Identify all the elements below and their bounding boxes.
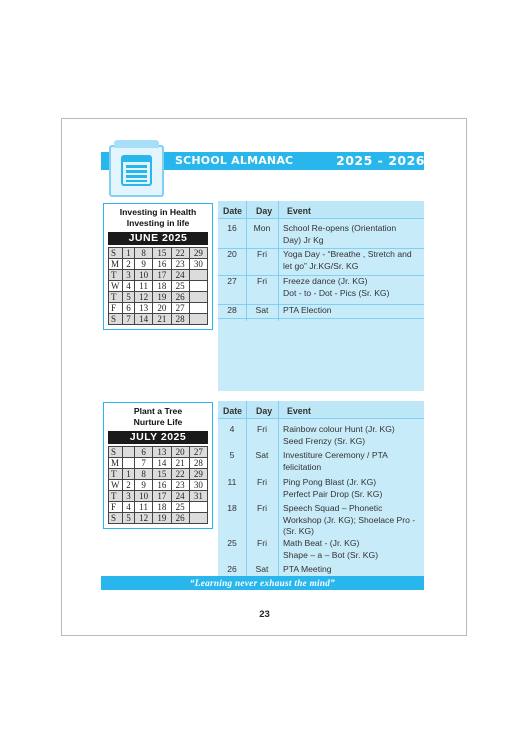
date-cell: 23 (171, 480, 189, 491)
date-cell: 24 (171, 270, 189, 281)
event-line: PTA Election (283, 305, 332, 315)
event-row (218, 249, 424, 276)
date-cell: 8 (135, 469, 153, 480)
date-cell: 29 (189, 469, 207, 480)
event-day: Fri (256, 503, 268, 513)
event-line: Seed Frenzy (Sr. KG) (283, 435, 366, 446)
event-day: Fri (256, 424, 268, 434)
date-cell: 25 (171, 502, 189, 513)
july-calendar-box (103, 402, 213, 529)
weekday-cell: T (109, 469, 123, 480)
june-calendar-grid (108, 247, 208, 325)
page-number: 23 (259, 609, 270, 620)
event-line: Day) Jr Kg (283, 234, 324, 245)
calendar-week-row (109, 502, 208, 513)
event-day: Fri (256, 538, 268, 548)
date-cell: 21 (171, 458, 189, 469)
event-row (218, 305, 424, 319)
date-cell: 31 (189, 491, 207, 502)
date-cell (189, 513, 207, 524)
icon-tab (114, 140, 159, 148)
date-cell (123, 458, 135, 469)
date-cell: 20 (171, 447, 189, 458)
event-date: 4 (229, 424, 235, 434)
event-line: Dot - to - Dot - Pics (Sr. KG) (283, 287, 390, 298)
date-cell: 15 (153, 469, 171, 480)
event-day: Fri (256, 249, 268, 259)
july-motto-line2: Nurture Life (133, 417, 183, 427)
date-cell: 13 (135, 303, 153, 314)
date-cell: 21 (153, 314, 171, 325)
event-line: felicitation (283, 461, 322, 472)
event-line: (Sr. KG) (283, 526, 315, 536)
day-header: Day (256, 206, 273, 216)
event-day: Sat (255, 450, 269, 460)
date-cell: 28 (171, 314, 189, 325)
weekday-cell: T (109, 270, 123, 281)
june-events-panel (218, 201, 424, 391)
june-motto-line1: Investing in Health (119, 207, 197, 217)
july-calendar-grid (108, 446, 208, 524)
event-date: 28 (227, 305, 237, 315)
june-motto-line2: Investing in life (126, 218, 190, 228)
calendar-week-row (109, 248, 208, 259)
event-row (218, 538, 424, 564)
date-cell: 15 (153, 248, 171, 259)
event-line: PTA Meeting (283, 564, 332, 574)
event-line: Freeze dance (Jr. KG) (283, 276, 368, 286)
june-events-header (218, 201, 424, 219)
event-row (218, 276, 424, 305)
date-cell: 5 (123, 292, 135, 303)
date-cell: 30 (189, 480, 207, 491)
event-description (283, 503, 421, 538)
july-month-title: JULY 2025 (108, 431, 208, 444)
date-cell: 19 (153, 292, 171, 303)
date-cell: 26 (171, 292, 189, 303)
event-day: Mon (253, 223, 271, 233)
weekday-cell: T (109, 491, 123, 502)
date-cell: 22 (171, 469, 189, 480)
june-month-title: JUNE 2025 (108, 232, 208, 245)
july-events-panel (218, 401, 424, 576)
weekday-cell: S (109, 447, 123, 458)
event-line: Perfect Pair Drop (Sr. KG) (283, 488, 383, 499)
weekday-cell: F (109, 502, 123, 513)
event-line: Workshop (Jr. KG); Shoelace Pro - (283, 514, 416, 525)
event-description (283, 305, 421, 328)
weekday-cell: S (109, 248, 123, 259)
event-row (218, 564, 424, 576)
date-cell: 10 (135, 270, 153, 281)
date-cell: 5 (123, 513, 135, 524)
academic-year: 2025 - 2026 (336, 153, 425, 168)
date-cell: 25 (171, 281, 189, 292)
event-line: Shape – a – Bot (Sr. KG) (283, 549, 379, 560)
event-description (283, 564, 421, 576)
event-row (218, 477, 424, 503)
calendar-week-row (109, 281, 208, 292)
june-calendar-box (103, 203, 213, 330)
date-cell: 27 (171, 303, 189, 314)
date-cell (189, 292, 207, 303)
event-date: 5 (229, 450, 235, 460)
event-header: Event (287, 206, 311, 216)
event-day: Sat (255, 564, 269, 574)
calendar-week-row (109, 458, 208, 469)
weekday-cell: M (109, 259, 123, 270)
event-line: School Re-opens (Orientation (283, 223, 397, 233)
event-description (283, 276, 421, 299)
calendar-week-row (109, 491, 208, 502)
calendar-week-row (109, 303, 208, 314)
date-cell: 22 (171, 248, 189, 259)
date-cell: 11 (135, 281, 153, 292)
date-cell: 14 (153, 458, 171, 469)
date-cell: 16 (153, 259, 171, 270)
date-cell: 1 (123, 469, 135, 480)
calendar-icon (121, 155, 152, 186)
date-cell (189, 270, 207, 281)
date-cell: 7 (123, 314, 135, 325)
date-cell: 14 (135, 314, 153, 325)
footer-quote: “Learning never exhaust the mind” (101, 576, 424, 590)
event-line: let go” Jr.KG/Sr. KG (283, 260, 359, 271)
date-header: Date (223, 206, 243, 216)
event-line: Rainbow colour Hunt (Jr. KG) (283, 424, 395, 434)
calendar-week-row (109, 513, 208, 524)
date-cell: 4 (123, 281, 135, 292)
calendar-week-row (109, 314, 208, 325)
date-cell: 17 (153, 491, 171, 502)
date-cell: 19 (153, 513, 171, 524)
date-cell: 6 (135, 447, 153, 458)
date-cell: 2 (123, 480, 135, 491)
weekday-cell: T (109, 292, 123, 303)
event-date: 25 (227, 538, 237, 548)
date-cell: 6 (123, 303, 135, 314)
event-day: Fri (256, 276, 268, 286)
calendar-week-row (109, 259, 208, 270)
date-cell: 4 (123, 502, 135, 513)
date-cell: 12 (135, 292, 153, 303)
date-cell: 18 (153, 281, 171, 292)
july-events-header (218, 401, 424, 419)
date-cell (189, 303, 207, 314)
date-cell: 26 (171, 513, 189, 524)
date-cell (123, 447, 135, 458)
event-day: Fri (256, 477, 268, 487)
date-cell (189, 502, 207, 513)
almanac-title: SCHOOL ALMANAC (175, 154, 294, 167)
date-cell: 17 (153, 270, 171, 281)
weekday-cell: W (109, 281, 123, 292)
date-cell: 8 (135, 248, 153, 259)
event-row (218, 223, 424, 249)
date-cell: 13 (153, 447, 171, 458)
event-row (218, 503, 424, 538)
date-cell: 3 (123, 491, 135, 502)
date-cell: 11 (135, 502, 153, 513)
date-cell: 10 (135, 491, 153, 502)
date-cell: 23 (171, 259, 189, 270)
calendar-week-row (109, 447, 208, 458)
event-date: 20 (227, 249, 237, 259)
date-cell: 7 (135, 458, 153, 469)
event-description (283, 223, 421, 246)
calendar-week-row (109, 270, 208, 281)
july-motto-line1: Plant a Tree (133, 406, 183, 416)
date-cell: 30 (189, 259, 207, 270)
event-row (218, 424, 424, 450)
event-line: Ping Pong Blast (Jr. KG) (283, 477, 377, 487)
day-header: Day (256, 406, 273, 416)
date-cell: 24 (171, 491, 189, 502)
calendar-icon-box (109, 145, 164, 197)
weekday-cell: S (109, 513, 123, 524)
date-cell: 1 (123, 248, 135, 259)
weekday-cell: W (109, 480, 123, 491)
calendar-week-row (109, 292, 208, 303)
event-line: Yoga Day - “Breathe , Stretch and (283, 249, 412, 259)
date-cell: 9 (135, 259, 153, 270)
date-cell (189, 314, 207, 325)
date-cell: 9 (135, 480, 153, 491)
date-cell: 3 (123, 270, 135, 281)
event-line (283, 317, 421, 329)
date-cell: 20 (153, 303, 171, 314)
date-cell: 28 (189, 458, 207, 469)
calendar-week-row (109, 480, 208, 491)
weekday-cell: M (109, 458, 123, 469)
event-date: 11 (227, 477, 237, 487)
date-cell: 27 (189, 447, 207, 458)
event-row (218, 450, 424, 477)
event-date: 27 (227, 276, 237, 286)
weekday-cell: F (109, 303, 123, 314)
date-cell: 12 (135, 513, 153, 524)
event-line: Math Beat - (Jr. KG) (283, 538, 360, 548)
date-cell: 29 (189, 248, 207, 259)
date-header: Date (223, 406, 243, 416)
date-cell: 18 (153, 502, 171, 513)
event-description (283, 249, 421, 272)
event-date: 16 (227, 223, 237, 233)
date-cell (189, 281, 207, 292)
event-line: Investiture Ceremony / PTA (283, 450, 388, 460)
event-line: Speech Squad – Phonetic (283, 503, 383, 513)
event-date: 26 (227, 564, 237, 574)
event-date: 18 (227, 503, 237, 513)
date-cell: 16 (153, 480, 171, 491)
event-day: Sat (255, 305, 269, 315)
event-header: Event (287, 406, 311, 416)
weekday-cell: S (109, 314, 123, 325)
date-cell: 2 (123, 259, 135, 270)
calendar-week-row (109, 469, 208, 480)
